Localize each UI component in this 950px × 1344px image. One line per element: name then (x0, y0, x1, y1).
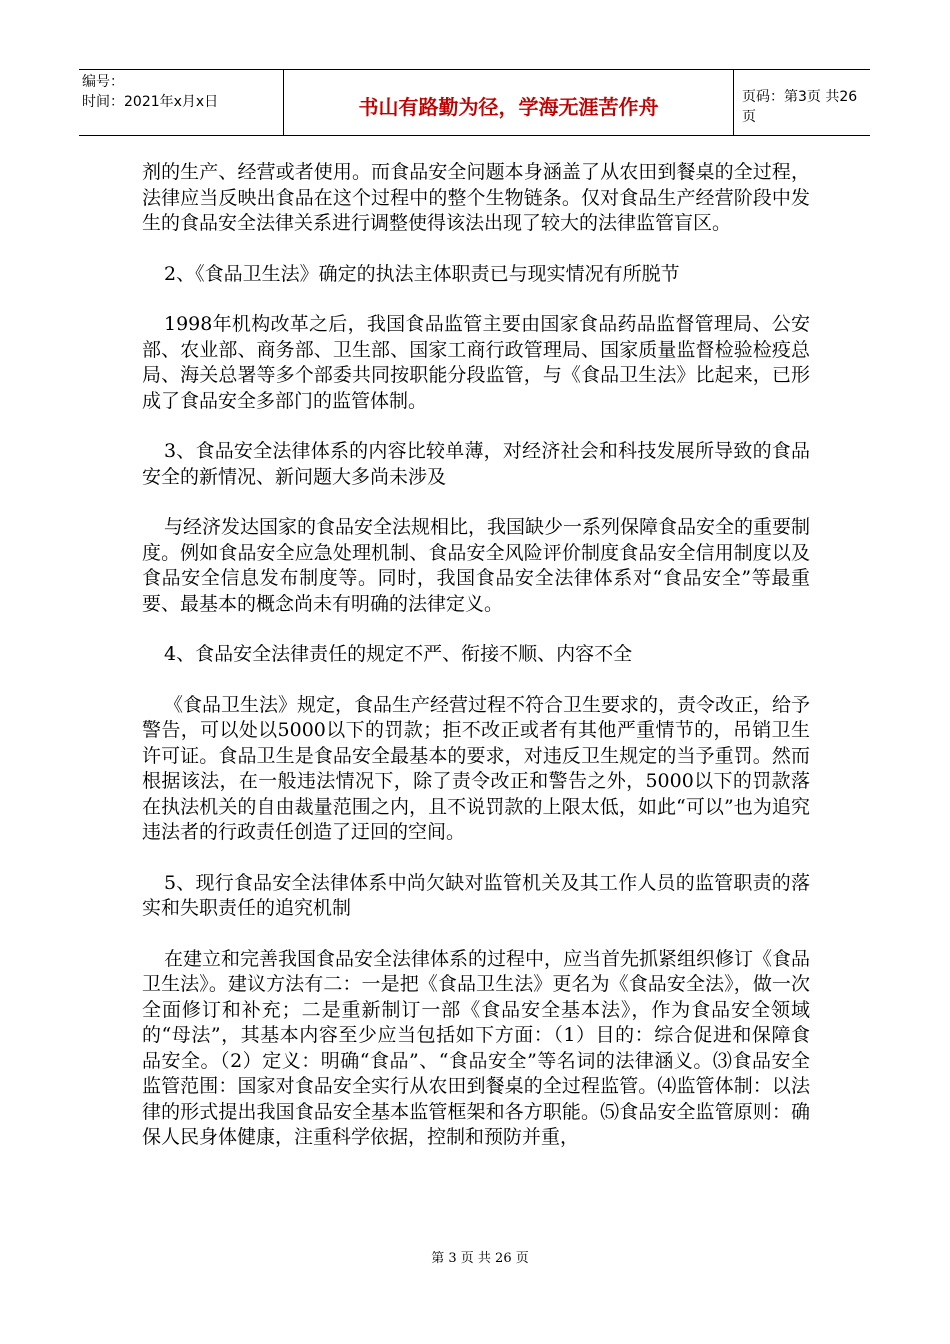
section-heading: 5、现行食品安全法律体系中尚欠缺对监管机关及其工作人员的监管职责的落实和失职责任的追究机制 (142, 871, 810, 919)
page-header (79, 69, 870, 136)
section-heading: 4、食品安全法律责任的规定不严、衔接不顺、内容不全 (164, 643, 633, 665)
paragraph: 与经济发达国家的食品安全法规相比，我国缺少一系列保障食品安全的重要制度。例如食品安全应急处理机制、食品安全风险评价制度食品安全信用制度以及食品安全信息发布制度等。同时，我国食品安全法律体系对“食品安全”等最重要、最基本的概念尚未有明确的法律定义。 (142, 516, 811, 615)
document-body (142, 160, 810, 1151)
header-motto: 书山有路勤为径，学海无涯苦作舟 (284, 70, 734, 135)
paragraph: 在建立和完善我国食品安全法律体系的过程中，应当首先抓紧组织修订《食品卫生法》。建议方法有二：一是把《食品卫生法》更名为《食品安全法》，做一次全面修订和补充；二是重新制订一部《食品安全基本法》，作为食品安全领域的“母法”，其基本内容至少应当包括如下方面：（1）目的：综合促进和保障食品安全。（2）定义：明确“食品”、“食品安全”等名词的法律涵义。⑶食品安全监管范围：国家对食品安全实行从农田到餐桌的全过程监管。⑷监管体制：以法律的形式提出我国食品安全基本监管框架和各方职能。⑸食品安全监管原则：确保人民身体健康，注重科学依据，控制和预防并重， (142, 947, 811, 1148)
section-heading: 2、《食品卫生法》确定的执法主体职责已与现实情况有所脱节 (164, 262, 680, 285)
header-meta (79, 70, 284, 135)
page-footer: 第 3 页 共 26 页 (431, 1251, 529, 1266)
header-page-info: 页码：第3页 共26页 (742, 88, 858, 125)
section-heading: 3、食品安全法律体系的内容比较单薄，对经济社会和科技发展所导致的食品安全的新情况、新问题大多尚未涉及 (142, 440, 810, 488)
paragraph: 《食品卫生法》规定，食品生产经营过程不符合卫生要求的，责令改正，给予警告，可以处以5000以下的罚款；拒不改正或者有其他严重情节的，吊销卫生许可证。食品卫生是食品安全最基本的要求，对违反卫生规定的当予重罚。然而根据该法，在一般违法情况下，除了责令改正和警告之外，5000以下的罚款落在执法机关的自由裁量范围之内，且不说罚款的上限太低，如此“可以”也为追究违法者的行政责任创造了迂回的空间。 (142, 693, 811, 843)
paragraph: 1998年机构改革之后，我国食品监管主要由国家食品药品监督管理局、公安部、农业部、商务部、卫生部、国家工商行政管理局、国家质量监督检验检疫总局、海关总署等多个部委共同按职能分段监管，与《食品卫生法》比起来，已形成了食品安全多部门的监管体制。 (142, 313, 810, 412)
paragraph: 剂的生产、经营或者使用。而食品安全问题本身涵盖了从农田到餐桌的全过程，法律应当反映出食品在这个过程中的整个生物链条。仅对食品生产经营阶段中发生的食品安全法律关系进行调整使得该法出现了较大的法律监管盲区。 (142, 161, 810, 234)
document-date-label: 时间：2021年x月x日 (82, 94, 219, 110)
document-number-label: 编号： (82, 74, 124, 90)
